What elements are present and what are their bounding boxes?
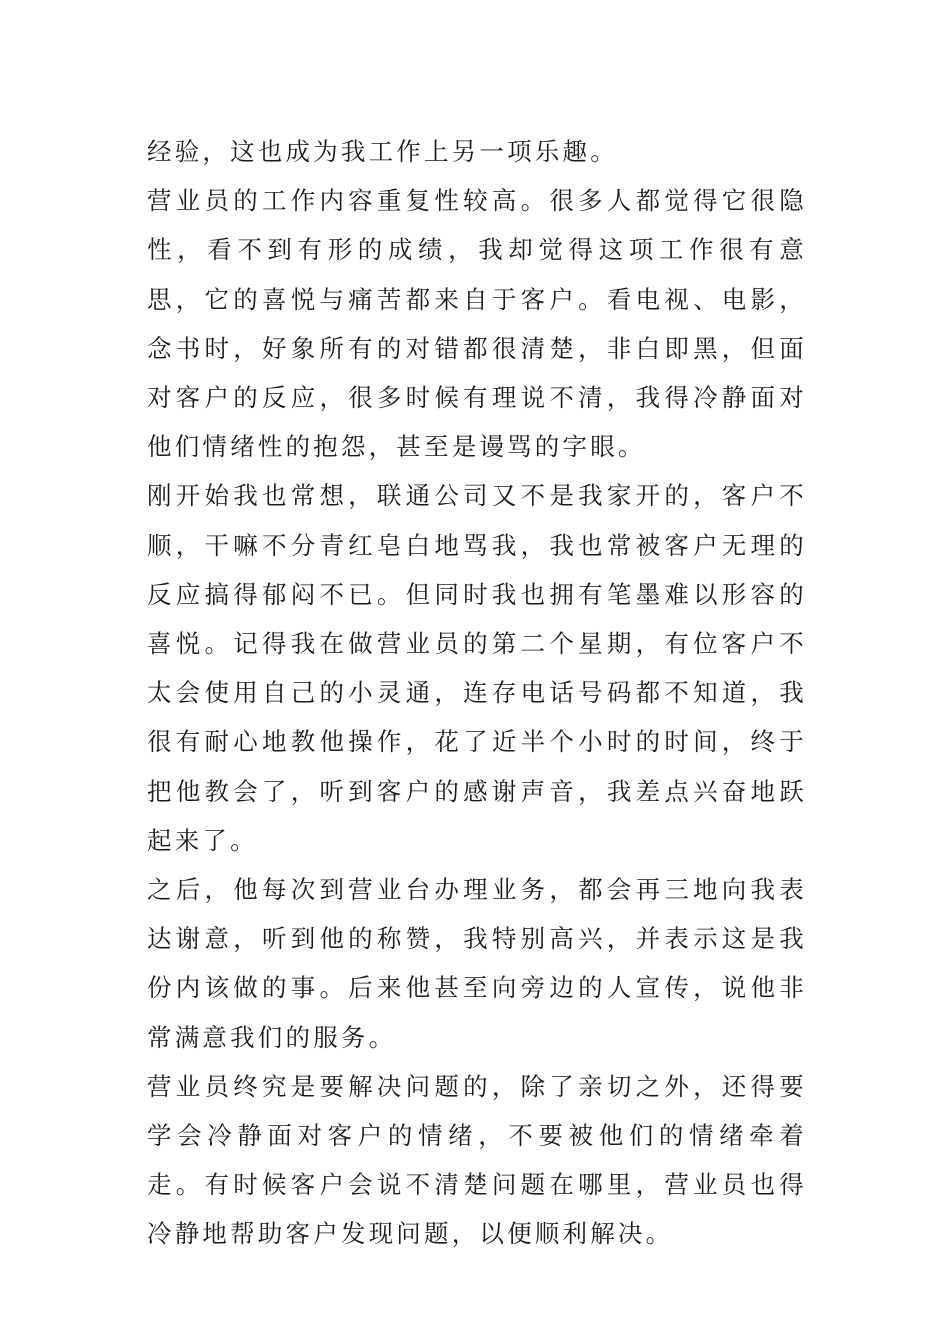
document-body <box>147 127 807 1259</box>
paragraph-1: 经验，这也成为我工作上另一项乐趣。 <box>147 137 618 166</box>
paragraph-4: 之后，他每次到营业台办理业务，都会再三地向我表达谢意，听到他的称赞，我特别高兴，并表示这是我份内该做的事。后来他甚至向旁边的人宣传，说他非常满意我们的服务。 <box>147 875 807 1052</box>
paragraph-3: 刚开始我也常想，联通公司又不是我家开的，客户不顺，干嘛不分青红皂白地骂我，我也常被客户无理的反应搞得郁闷不已。但同时我也拥有笔墨难以形容的喜悦。记得我在做营业员的第二个星期，有位客户不太会使用自己的小灵通，连存电话号码都不知道，我很有耐心地教他操作，花了近半个小时的时间，终于把他教会了，听到客户的感谢声音，我差点兴奋地跃起来了。 <box>147 481 807 855</box>
paragraph-2: 营业员的工作内容重复性较高。很多人都觉得它很隐性，看不到有形的成绩，我却觉得这项工作很有意思，它的喜悦与痛苦都来自于客户。看电视、电影，念书时，好象所有的对错都很清楚，非白即黑，但面对客户的反应，很多时候有理说不清，我得冷静面对他们情绪性的抱怨，甚至是谩骂的字眼。 <box>147 186 807 462</box>
paragraph-5: 营业员终究是要解决问题的，除了亲切之外，还得要学会冷静面对客户的情绪，不要被他们的情绪牵着走。有时候客户会说不清楚问题在哪里，营业员也得冷静地帮助客户发现问题，以便顺利解决。 <box>147 1071 807 1249</box>
